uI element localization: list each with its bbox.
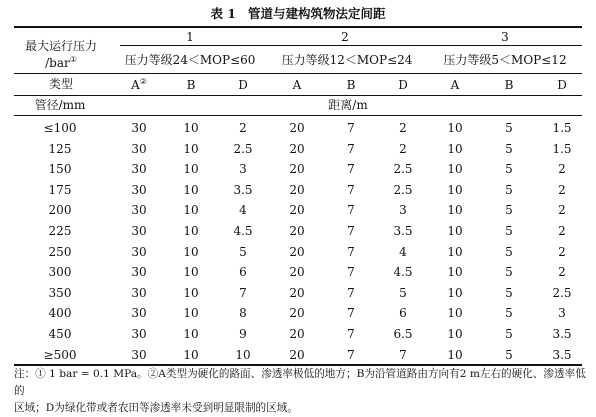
type-cell: A [450, 78, 460, 92]
distance-cell: 20 [289, 182, 305, 197]
distance-cell: 10 [447, 244, 463, 259]
diameter-cell: 250 [48, 244, 72, 259]
distance-cell: 2 [399, 141, 407, 156]
type-cell: A [292, 78, 302, 92]
distance-cell: 3.5 [393, 224, 413, 238]
distance-cell: 10 [183, 121, 199, 135]
distance-cell: 20 [289, 327, 305, 341]
table-number: 表 1 [210, 6, 237, 21]
distance-cell: 5 [505, 265, 513, 280]
unit-label: /bar① [45, 55, 77, 70]
distance-cell: 20 [289, 285, 305, 300]
table-note [14, 366, 589, 417]
distance-cell: 1.5 [552, 121, 572, 135]
distance-cell: 5 [505, 306, 513, 321]
distance-cell: 5 [399, 285, 407, 300]
note-line-2: 区域；D为绿化带或者农田等渗透率未受到明显限制的区域。 [14, 402, 298, 414]
diameter-cell: 175 [48, 182, 72, 197]
distance-cell: 6.5 [393, 327, 413, 341]
distance-cell: 5 [505, 347, 513, 362]
distance-cell: 10 [183, 244, 199, 259]
distance-cell: 2.5 [393, 182, 413, 197]
table-title-text: 管道与建构筑物法定间距 [248, 6, 386, 21]
distance-cell: 5 [505, 244, 513, 259]
distance-cell: 10 [447, 265, 463, 280]
distance-cell: 30 [131, 327, 147, 341]
distance-cell: 20 [289, 306, 305, 321]
distance-cell: 10 [447, 203, 463, 218]
type-cell: D [557, 78, 567, 92]
note-line-1: 注：① 1 bar = 0.1 MPa。②A类型为硬化的路面、渗透率极低的地方；B为沿管道路由方向有2 m左右的硬化、渗透率低的 [14, 368, 586, 397]
distance-cell: 7 [347, 285, 355, 300]
distance-cell: 7 [239, 285, 247, 300]
distance-cell: 10 [183, 224, 199, 238]
diameter-label: 管径/mm [34, 98, 86, 112]
top-rule [14, 26, 582, 28]
distance-cell: 10 [447, 306, 463, 321]
distance-cell: 7 [347, 327, 355, 341]
distance-cell: 5 [505, 182, 513, 197]
diameter-cell: 450 [48, 327, 72, 341]
distance-cell: 10 [183, 141, 199, 156]
distance-cell: 4.5 [393, 265, 413, 280]
distance-cell: 3.5 [552, 347, 572, 362]
distance-cell: 10 [183, 327, 199, 341]
distance-cell: 30 [131, 141, 147, 156]
level-1-label: 压力等级24＜MOP≤60 [124, 53, 256, 67]
level-2-label: 压力等级12＜MOP≤24 [281, 53, 413, 67]
distance-cell: 10 [447, 285, 463, 300]
distance-cell: 30 [131, 306, 147, 321]
distance-cell: 20 [289, 347, 305, 362]
header-rule-2 [14, 95, 582, 96]
distance-cell: 5 [505, 162, 513, 177]
distance-cell: 5 [239, 244, 247, 259]
distance-cell: 7 [347, 121, 355, 135]
level-1-number: 1 [186, 30, 194, 44]
diameter-cell: 225 [48, 224, 72, 238]
level-number-rule [120, 45, 582, 46]
distance-cell: 4 [399, 244, 407, 259]
distance-cell: 5 [505, 141, 513, 156]
diameter-cell: 125 [48, 141, 72, 156]
distance-cell: 30 [131, 182, 147, 197]
distance-cell: 20 [289, 265, 305, 280]
distance-cell: 3 [239, 162, 247, 177]
distance-cell: 5 [505, 327, 513, 341]
distance-cell: 5 [505, 224, 513, 238]
distance-cell: 2.5 [233, 141, 253, 156]
distance-cell: 2 [558, 182, 566, 197]
distance-cell: 20 [289, 121, 305, 135]
distance-cell: 5 [505, 285, 513, 300]
distance-cell: 5 [505, 203, 513, 218]
distance-cell: 5 [505, 121, 513, 135]
distance-cell: 30 [131, 347, 147, 362]
distance-cell: 7 [347, 203, 355, 218]
distance-cell: 7 [347, 265, 355, 280]
distance-cell: 10 [183, 182, 199, 197]
type-cell: D [398, 78, 408, 92]
distance-cell: 2.5 [552, 285, 572, 300]
distance-cell: 30 [131, 203, 147, 218]
distance-cell: 10 [447, 121, 463, 135]
distance-cell: 10 [183, 285, 199, 300]
distance-label: 距离/m [328, 98, 368, 112]
distance-cell: 10 [447, 162, 463, 177]
type-label: 类型 [48, 77, 74, 91]
level-3-number: 3 [501, 30, 509, 44]
type-cell: D [238, 78, 248, 92]
distance-cell: 10 [183, 306, 199, 321]
distance-cell: 7 [347, 244, 355, 259]
header-rule-1 [14, 73, 582, 74]
distance-cell: 20 [289, 162, 305, 177]
distance-cell: 30 [131, 162, 147, 177]
distance-cell: 7 [347, 224, 355, 238]
distance-cell: 20 [289, 224, 305, 238]
level-2-number: 2 [341, 30, 349, 44]
diameter-cell: 400 [48, 306, 72, 321]
distance-cell: 30 [131, 224, 147, 238]
distance-cell: 4 [239, 203, 247, 218]
distance-cell: 2 [558, 162, 566, 177]
distance-cell: 20 [289, 244, 305, 259]
diameter-cell: ≤100 [43, 121, 77, 135]
diameter-cell: 200 [48, 203, 72, 218]
distance-cell: 3.5 [552, 327, 572, 341]
distance-cell: 30 [131, 121, 147, 135]
distance-cell: 7 [399, 347, 407, 362]
distance-cell: 10 [447, 141, 463, 156]
distance-cell: 10 [447, 347, 463, 362]
distance-cell: 7 [347, 306, 355, 321]
table-title [0, 4, 596, 24]
distance-cell: 10 [235, 347, 251, 362]
header-rule-3 [14, 115, 582, 116]
diameter-cell: ≥500 [43, 347, 77, 362]
distance-cell: 2 [558, 265, 566, 280]
diameter-cell: 150 [48, 162, 72, 177]
distance-cell: 2 [558, 244, 566, 259]
distance-cell: 10 [183, 162, 199, 177]
distance-cell: 7 [347, 162, 355, 177]
diameter-cell: 350 [48, 285, 72, 300]
distance-cell: 3 [399, 203, 407, 218]
distance-cell: 7 [347, 347, 355, 362]
distance-cell: 2 [558, 203, 566, 218]
distance-cell: 30 [131, 265, 147, 280]
level-3-label: 压力等级5＜MOP≤12 [443, 53, 567, 67]
distance-cell: 1.5 [552, 141, 572, 156]
distance-cell: 4.5 [233, 224, 253, 238]
distance-cell: 10 [183, 203, 199, 218]
distance-cell: 10 [183, 347, 199, 362]
distance-cell: 30 [131, 244, 147, 259]
distance-cell: 6 [399, 306, 407, 321]
unit-footnote-mark: ① [69, 55, 77, 64]
pressure-label: 最大运行压力 [24, 39, 98, 53]
distance-cell: 7 [347, 141, 355, 156]
distance-cell: 10 [447, 224, 463, 238]
distance-cell: 20 [289, 141, 305, 156]
distance-cell: 20 [289, 203, 305, 218]
distance-cell: 10 [447, 327, 463, 341]
distance-cell: 9 [239, 327, 247, 341]
distance-cell: 10 [447, 182, 463, 197]
type-footnote-mark: ② [139, 77, 147, 86]
type-cell: B [504, 78, 514, 92]
distance-cell: 2 [239, 121, 247, 135]
type-cell: A② [131, 77, 147, 92]
distance-cell: 3 [558, 306, 566, 321]
type-cell: B [346, 78, 356, 92]
type-cell: B [186, 78, 196, 92]
distance-cell: 8 [239, 306, 247, 321]
distance-cell: 10 [183, 265, 199, 280]
distance-cell: 2 [558, 224, 566, 238]
distance-cell: 7 [347, 182, 355, 197]
diameter-cell: 300 [48, 265, 72, 280]
distance-cell: 2.5 [393, 162, 413, 177]
distance-cell: 30 [131, 285, 147, 300]
distance-cell: 6 [239, 265, 247, 280]
distance-cell: 2 [399, 121, 407, 135]
distance-cell: 3.5 [233, 182, 253, 197]
